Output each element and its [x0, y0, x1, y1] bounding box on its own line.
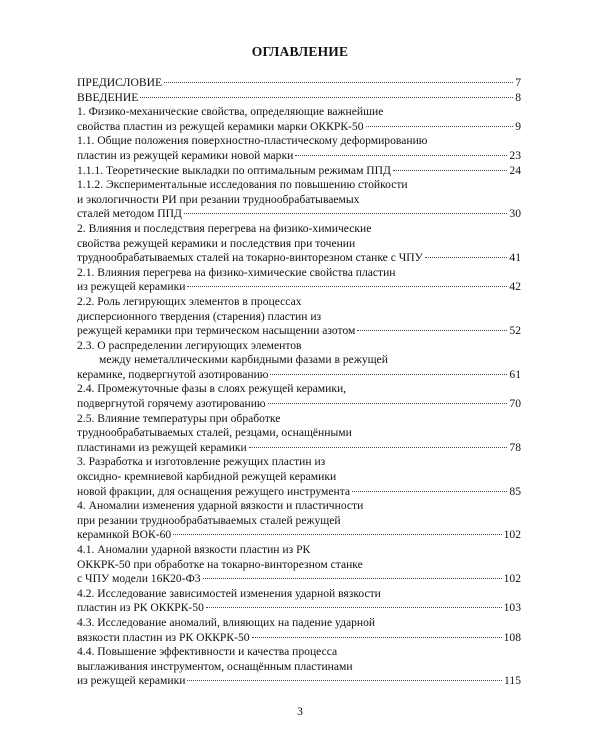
toc-entry-page: 102: [503, 528, 521, 542]
toc-entry-text: керамикой ВОК-60: [77, 528, 172, 542]
dot-leader: [270, 374, 507, 375]
dot-leader: [206, 607, 502, 608]
toc-entry-text: и экологичности РИ при резании труднообрабатываемых: [77, 192, 360, 206]
toc-entry-page: 102: [503, 572, 521, 586]
dot-leader: [173, 534, 501, 535]
toc-entry[interactable]: [77, 134, 521, 163]
toc-entry-text: при резании труднообрабатываемых сталей режущей: [77, 513, 341, 527]
toc-entry[interactable]: [77, 587, 521, 616]
toc-entry-text: 1.1.1. Теоретические выкладки по оптимальным режимам ППД: [77, 163, 391, 177]
toc-entry-text: свойства режущей керамики и последствия при точении: [77, 236, 356, 250]
toc-entry-text: 4.1. Аномалии ударной вязкости пластин из РК: [77, 543, 311, 556]
toc-entry[interactable]: [77, 339, 521, 383]
toc-entry-text: 2. Влияния и последствия перегрева на физико-химические: [77, 221, 372, 235]
dot-leader: [164, 82, 513, 83]
toc-entry-text: пластин из режущей керамики новой марки: [77, 148, 294, 162]
toc-entry[interactable]: [77, 178, 521, 222]
dot-leader: [187, 680, 502, 681]
toc-entry-text: 4.2. Исследование зависимостей изменения ударной вязкости: [77, 586, 381, 600]
toc-entry[interactable]: [77, 382, 521, 411]
toc-entry-page: 70: [509, 397, 521, 411]
toc-entry-text: 2.1. Влияния перегрева на физико-химические свойства пластин: [77, 265, 396, 279]
toc-entry-page: 42: [509, 280, 521, 294]
toc-entry-text: труднообрабатываемых сталей на токарно-винторезном станке с ЧПУ: [77, 251, 423, 265]
toc-entry-page: 41: [509, 251, 521, 265]
toc-entry-text: пластинами из режущей керамики: [77, 440, 247, 454]
dot-leader: [184, 213, 508, 214]
dot-leader: [425, 257, 508, 258]
toc-entry-text: режущей керамики при термическом насыщении азотом: [77, 324, 356, 338]
toc-entry[interactable]: [77, 76, 521, 91]
toc-entry-page: 7: [515, 76, 521, 89]
toc-entry-page: 78: [509, 440, 521, 454]
dot-leader: [366, 126, 514, 127]
dot-leader: [352, 491, 507, 492]
toc-entry[interactable]: [77, 222, 521, 266]
toc-entry-text: 1. Физико-механические свойства, определяющие важнейшие: [77, 105, 384, 119]
toc-entry[interactable]: [77, 91, 521, 106]
toc-entry-text: вязкости пластин из РК ОККРК-50: [77, 630, 250, 644]
toc-entry-page: 30: [509, 207, 521, 221]
toc-entry[interactable]: [77, 412, 521, 456]
dot-leader: [268, 403, 508, 404]
toc-entry-text: свойства пластин из режущей керамики марки ОККРК-50: [77, 119, 364, 133]
toc-entry-text: новой фракции, для оснащения режущего инструмента: [77, 484, 351, 498]
dot-leader: [203, 578, 502, 579]
toc-entry[interactable]: [77, 266, 521, 295]
toc-entry-page: 85: [509, 484, 521, 498]
toc-entry-text: оксидно- кремниевой карбидной режущей керамики: [77, 470, 337, 484]
toc-entry-text: выглаживания инструментом, оснащённым пластинами: [77, 659, 353, 673]
toc-entry-page: 103: [503, 601, 521, 615]
toc-entry-text: 4.4. Повышение эффективности и качества процесса: [77, 645, 338, 659]
toc-entry-text: сталей методом ППД: [77, 207, 182, 221]
toc-entry-page: 23: [509, 148, 521, 162]
toc-entry-text: дисперсионного твердения (старения) пластин из: [77, 309, 322, 323]
toc-entry-text: 1.1. Общие положения поверхностно-пластическому деформированию: [77, 134, 428, 148]
toc-entry-text: керамике, подвергнутой азотированию: [77, 367, 269, 381]
toc-entry-text: с ЧПУ модели 16К20-Ф3: [77, 572, 201, 586]
toc-entry-page: 61: [509, 367, 521, 381]
toc-entry-text: 1.1.2. Экспериментальные исследования по повышению стойкости: [77, 178, 408, 192]
toc-entry[interactable]: [77, 295, 521, 339]
toc-entry-text: ОККРК-50 при обработке на токарно-винторезном станке: [77, 557, 363, 571]
toc-entry[interactable]: [77, 616, 521, 645]
toc-entry-text: из режущей керамики: [77, 674, 186, 688]
toc-entry-page: 9: [515, 119, 521, 133]
dot-leader: [249, 447, 508, 448]
toc-entry-text: ВВЕДЕНИЕ: [77, 90, 139, 104]
toc-entry-page: 115: [504, 674, 521, 688]
toc-entry-text: 2.3. О распределении легирующих элементов: [77, 338, 302, 352]
toc-entry-text: 2.5. Влияние температуры при обработке: [77, 411, 281, 425]
dot-leader: [393, 170, 507, 171]
dot-leader: [140, 97, 513, 98]
toc-entry-text: 3. Разработка и изготовление режущих пластин из: [77, 455, 326, 469]
dot-leader: [357, 330, 507, 331]
dot-leader: [295, 155, 507, 156]
dot-leader: [252, 637, 502, 638]
toc-entry[interactable]: [77, 543, 521, 587]
toc-entry[interactable]: [77, 455, 521, 499]
table-of-contents: [77, 76, 521, 689]
toc-entry-page: 52: [509, 324, 521, 338]
toc-entry-page: 8: [515, 90, 521, 104]
toc-entry-text: 4.3. Исследование аномалий, влияющих на падение ударной: [77, 615, 376, 629]
toc-entry-text: 4. Аномалии изменения ударной вязкости и пластичности: [77, 499, 364, 513]
toc-entry-text: подвергнутой горячему азотированию: [77, 397, 266, 411]
toc-entry-text: между неметаллическими карбидными фазами в режущей: [99, 353, 388, 367]
page-title: ОГЛАВЛЕНИЕ: [251, 44, 349, 59]
toc-entry[interactable]: [77, 645, 521, 689]
dot-leader: [187, 286, 507, 287]
toc-entry-text: 2.2. Роль легирующих элементов в процессах: [77, 294, 302, 308]
toc-entry-text: 2.4. Промежуточные фазы в слоях режущей керамики,: [77, 382, 347, 396]
page-number: 3: [297, 706, 303, 718]
toc-entry-page: 24: [509, 163, 521, 177]
toc-entry-text: из режущей керамики: [77, 280, 186, 294]
toc-entry[interactable]: [77, 105, 521, 134]
toc-entry-page: 108: [503, 630, 521, 644]
toc-entry[interactable]: [77, 164, 521, 179]
toc-entry-text: ПРЕДИСЛОВИЕ: [77, 76, 163, 89]
toc-entry-text: труднообрабатываемых сталей, резцами, оснащёнными: [77, 426, 352, 440]
toc-entry-text: пластин из РК ОККРК-50: [77, 601, 204, 615]
toc-entry[interactable]: [77, 499, 521, 543]
